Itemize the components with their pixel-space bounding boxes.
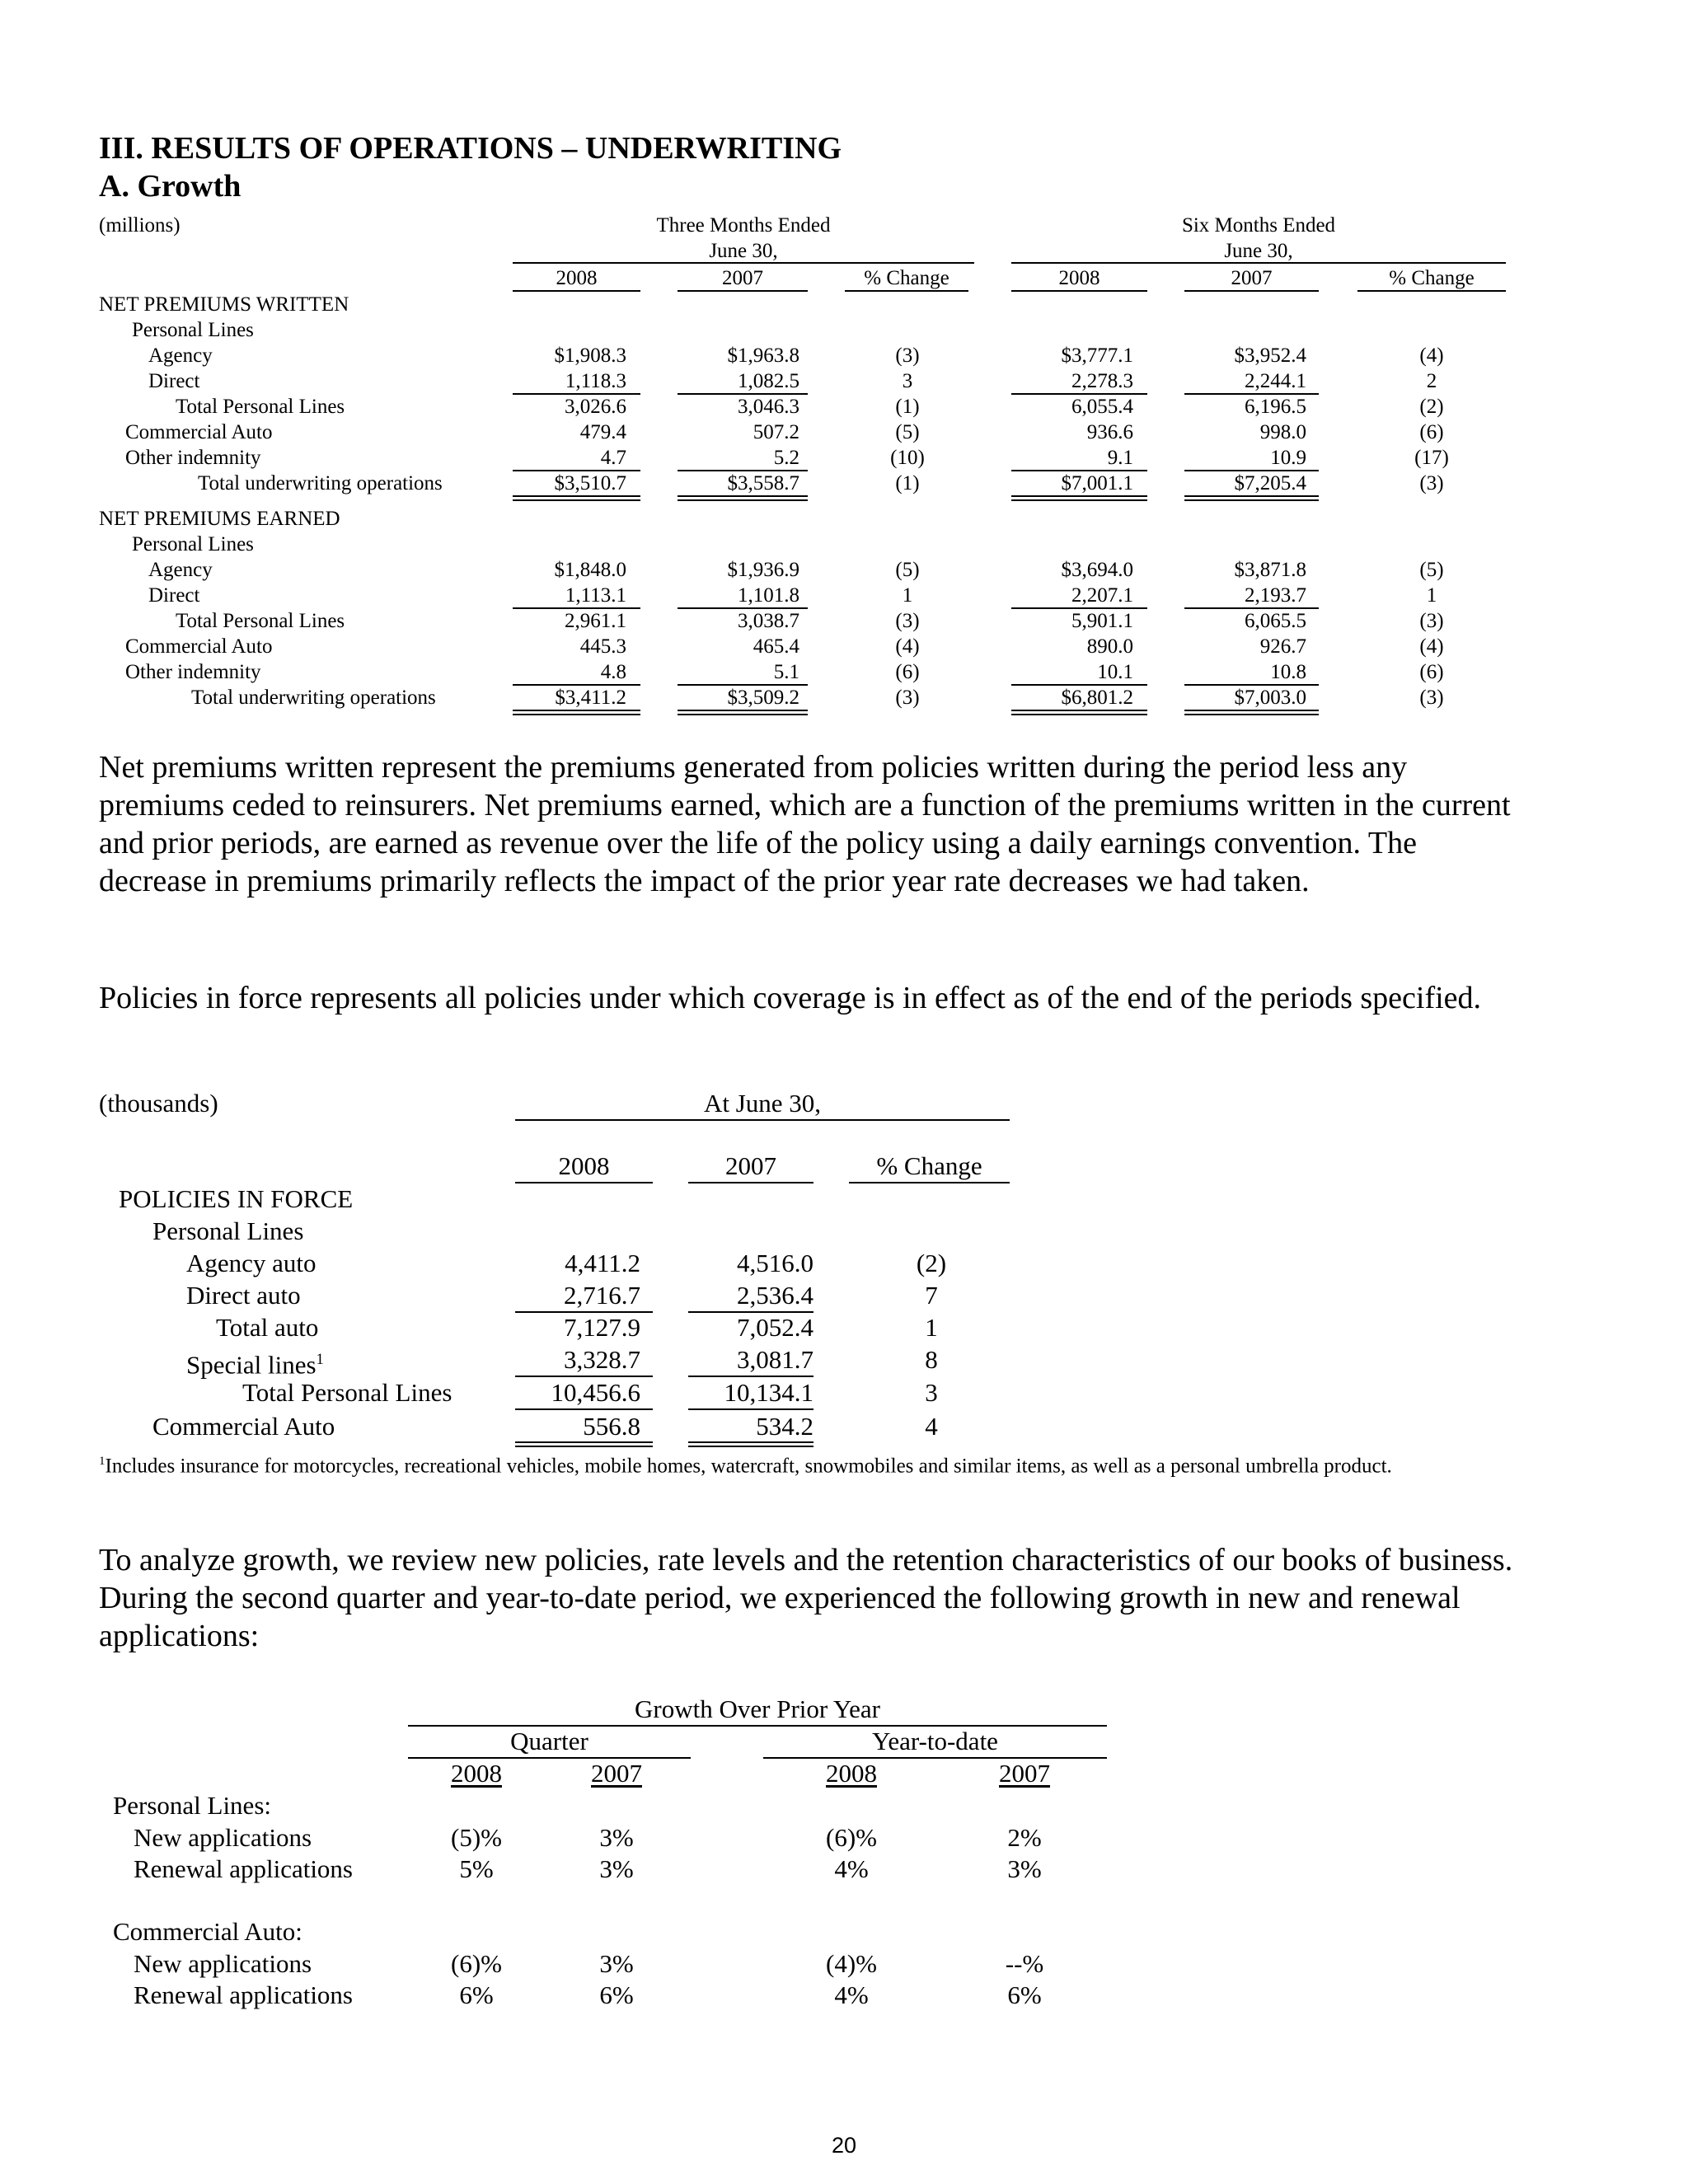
growth-value: (6)% bbox=[826, 1823, 877, 1852]
page-number: 20 bbox=[831, 2133, 857, 2158]
premiums-value: 2,244.1 bbox=[1245, 370, 1306, 392]
premiums-value: 1,113.1 bbox=[565, 584, 626, 607]
premiums-section-header: NET PREMIUMS EARNED bbox=[99, 508, 340, 530]
premiums-value: $1,936.9 bbox=[727, 559, 799, 581]
premiums-pct-change: (3) bbox=[895, 344, 920, 367]
premiums-value: 2,207.1 bbox=[1071, 584, 1133, 607]
policies-units: (thousands) bbox=[99, 1089, 218, 1118]
footnote-text: Includes insurance for motorcycles, recreational vehicles, mobile homes, watercraft, snowmobiles and similar items, as well as a personal umbrella product. bbox=[105, 1455, 1392, 1478]
subsection-title: A. Growth bbox=[99, 169, 241, 204]
policies-value: 2,536.4 bbox=[737, 1281, 814, 1310]
premiums-value: $7,205.4 bbox=[1234, 472, 1306, 494]
premiums-value: 6,055.4 bbox=[1071, 396, 1133, 418]
premiums-value: 5,901.1 bbox=[1071, 610, 1133, 632]
premiums-col-header-rule bbox=[513, 290, 640, 292]
premiums-pct-change: (4) bbox=[895, 635, 920, 658]
policies-value: 10,456.6 bbox=[551, 1378, 640, 1407]
premiums-col-header-rule bbox=[678, 290, 808, 292]
premiums-value: $1,848.0 bbox=[554, 559, 626, 581]
premiums-col-header: 2007 bbox=[722, 267, 763, 289]
growth-value: 3% bbox=[599, 1949, 634, 1978]
policies-value: 4,411.2 bbox=[565, 1249, 640, 1277]
premiums-row-label: Other indemnity bbox=[125, 661, 261, 683]
growth-value: (6)% bbox=[451, 1949, 502, 1978]
premiums-value: 3,046.3 bbox=[738, 396, 799, 418]
policies-col-header-rule bbox=[515, 1182, 653, 1183]
growth-value: (4)% bbox=[826, 1949, 877, 1978]
policies-subtotal-rule bbox=[515, 1408, 653, 1410]
premiums-col-header-rule bbox=[1357, 290, 1506, 292]
premiums-value: 1,101.8 bbox=[738, 584, 799, 607]
paragraph-policies-in-force: Policies in force represents all policies under which coverage is in effect as of the end of the periods specified. bbox=[99, 981, 1482, 1015]
premiums-value: 1,118.3 bbox=[565, 370, 626, 392]
premiums-pct-change: (5) bbox=[895, 559, 920, 581]
growth-section-header: Personal Lines: bbox=[113, 1791, 271, 1820]
premiums-units: (millions) bbox=[99, 214, 181, 237]
premiums-pct-change: 3 bbox=[902, 370, 913, 392]
growth-row-label: Renewal applications bbox=[134, 1980, 353, 2009]
premiums-value: 2,278.3 bbox=[1071, 370, 1133, 392]
policies-row-label: Agency auto bbox=[186, 1249, 316, 1277]
premiums-row-label: Commercial Auto bbox=[125, 421, 273, 443]
growth-value: 4% bbox=[834, 1980, 869, 2009]
premiums-value: 998.0 bbox=[1259, 421, 1306, 443]
three-months-date: June 30, bbox=[709, 240, 778, 262]
premiums-value: 890.0 bbox=[1086, 635, 1133, 658]
premiums-total-rule bbox=[1011, 495, 1147, 501]
growth-value: 6% bbox=[599, 1980, 634, 2009]
growth-row-label: New applications bbox=[134, 1823, 312, 1852]
paragraph-growth-analysis: To analyze growth, we review new policies, rate levels and the retention characteristics of our books of business. During the second quarter and year-to-date period, we experienced the following growth in new and renewal applications: bbox=[99, 1543, 1513, 1653]
premiums-row-label: Other indemnity bbox=[125, 447, 261, 469]
premiums-pct-change: (3) bbox=[1419, 610, 1444, 632]
growth-value: 3% bbox=[599, 1823, 634, 1852]
premiums-pct-change: (4) bbox=[1419, 344, 1444, 367]
premiums-pct-change: 2 bbox=[1426, 370, 1437, 392]
premiums-value: 6,196.5 bbox=[1245, 396, 1306, 418]
policies-col-header: % Change bbox=[876, 1151, 982, 1180]
premiums-col-header: 2008 bbox=[556, 267, 598, 289]
premiums-row-label: Direct bbox=[148, 584, 200, 607]
three-months-rule bbox=[513, 262, 974, 264]
policies-row-label: Direct auto bbox=[186, 1281, 301, 1310]
ytd-label: Year-to-date bbox=[872, 1727, 998, 1755]
quarter-label: Quarter bbox=[510, 1727, 588, 1755]
premiums-value: 5.1 bbox=[773, 661, 799, 683]
six-months-date: June 30, bbox=[1224, 240, 1293, 262]
premiums-total-rule bbox=[513, 710, 640, 715]
premiums-value: $3,411.2 bbox=[555, 687, 626, 709]
premiums-value: 10.8 bbox=[1270, 661, 1306, 683]
premiums-col-header: % Change bbox=[864, 267, 950, 289]
policies-value: 2,716.7 bbox=[564, 1281, 640, 1310]
premiums-value: $3,509.2 bbox=[727, 687, 799, 709]
premiums-total-rule bbox=[678, 710, 808, 715]
premiums-row-label: Personal Lines bbox=[132, 533, 254, 555]
premiums-row-label: Total underwriting operations bbox=[191, 687, 436, 709]
premiums-value: $3,510.7 bbox=[554, 472, 626, 494]
premiums-value: $3,952.4 bbox=[1234, 344, 1306, 367]
premiums-col-header: 2007 bbox=[1231, 267, 1273, 289]
premiums-pct-change: (6) bbox=[1419, 661, 1444, 683]
premiums-value: $6,801.2 bbox=[1061, 687, 1133, 709]
premiums-total-rule bbox=[1184, 710, 1319, 715]
policies-at-label: At June 30, bbox=[703, 1089, 822, 1118]
premiums-value: 479.4 bbox=[579, 421, 626, 443]
policies-row-label: Commercial Auto bbox=[152, 1412, 335, 1441]
premiums-row-label: Commercial Auto bbox=[125, 635, 273, 658]
growth-value: 4% bbox=[834, 1854, 869, 1883]
policies-row-label: Personal Lines bbox=[152, 1216, 304, 1245]
premiums-pct-change: (2) bbox=[1419, 396, 1444, 418]
policies-value: 4,516.0 bbox=[737, 1249, 814, 1277]
premiums-total-rule bbox=[513, 495, 640, 501]
policies-row-label: Total Personal Lines bbox=[242, 1378, 452, 1407]
growth-value: (5)% bbox=[451, 1823, 502, 1852]
growth-value: 3% bbox=[1007, 1854, 1042, 1883]
growth-col-header: 2008 bbox=[826, 1759, 877, 1788]
premiums-total-rule bbox=[1184, 495, 1319, 501]
premiums-pct-change: (17) bbox=[1414, 447, 1449, 469]
growth-col-header: 2007 bbox=[999, 1759, 1050, 1788]
premiums-value: $7,003.0 bbox=[1234, 687, 1306, 709]
policies-pct-change: 4 bbox=[925, 1412, 938, 1441]
premiums-col-header-rule bbox=[1011, 290, 1147, 292]
premiums-pct-change: (5) bbox=[895, 421, 920, 443]
policies-value: 7,127.9 bbox=[564, 1313, 640, 1342]
policies-pct-change: 1 bbox=[925, 1313, 938, 1342]
policies-value: 534.2 bbox=[756, 1412, 814, 1441]
premiums-row-label: Total Personal Lines bbox=[176, 396, 345, 418]
premiums-pct-change: (3) bbox=[895, 610, 920, 632]
premiums-value: $3,558.7 bbox=[727, 472, 799, 494]
premiums-value: 6,065.5 bbox=[1245, 610, 1306, 632]
premiums-value: 3,038.7 bbox=[738, 610, 799, 632]
policies-col-header-rule bbox=[688, 1182, 814, 1183]
premiums-col-header: % Change bbox=[1389, 267, 1475, 289]
premiums-row-label: Total Personal Lines bbox=[176, 610, 345, 632]
premiums-total-rule bbox=[678, 495, 808, 501]
premiums-value: $3,694.0 bbox=[1061, 559, 1133, 581]
premiums-value: $1,963.8 bbox=[727, 344, 799, 367]
premiums-pct-change: (1) bbox=[895, 472, 920, 494]
policies-at-rule bbox=[515, 1119, 1010, 1121]
growth-row-label: Renewal applications bbox=[134, 1854, 353, 1883]
special-lines-footnote-marker: 1 bbox=[316, 1351, 324, 1368]
policies-value: 3,328.7 bbox=[564, 1345, 640, 1374]
premiums-value: 5.2 bbox=[773, 447, 799, 469]
premiums-row-label: Direct bbox=[148, 370, 200, 392]
premiums-value: 4.7 bbox=[600, 447, 626, 469]
growth-col-header: 2008 bbox=[451, 1759, 502, 1788]
premiums-section-header: NET PREMIUMS WRITTEN bbox=[99, 293, 349, 316]
policies-pct-change: 7 bbox=[925, 1281, 938, 1310]
premiums-value: 2,961.1 bbox=[565, 610, 626, 632]
growth-title: Growth Over Prior Year bbox=[635, 1694, 880, 1723]
premiums-pct-change: (6) bbox=[1419, 421, 1444, 443]
growth-col-header: 2007 bbox=[591, 1759, 642, 1788]
premiums-pct-change: (10) bbox=[890, 447, 925, 469]
policies-row-label: Special lines$^1$ bbox=[186, 1350, 324, 1380]
premiums-value: $3,777.1 bbox=[1061, 344, 1133, 367]
premiums-value: 2,193.7 bbox=[1245, 584, 1306, 607]
premiums-row-label: Personal Lines bbox=[132, 319, 254, 341]
premiums-pct-change: (6) bbox=[895, 661, 920, 683]
growth-row-label: New applications bbox=[134, 1949, 312, 1978]
premiums-pct-change: 1 bbox=[1426, 584, 1437, 607]
premiums-value: 3,026.6 bbox=[565, 396, 626, 418]
policies-col-header-rule bbox=[849, 1182, 1010, 1183]
premiums-value: 1,082.5 bbox=[738, 370, 799, 392]
premiums-col-header: 2008 bbox=[1058, 267, 1100, 289]
six-months-rule bbox=[1011, 262, 1506, 264]
premiums-value: 507.2 bbox=[753, 421, 799, 443]
policies-total-rule bbox=[688, 1441, 814, 1447]
policies-total-rule bbox=[515, 1441, 653, 1447]
policies-value: 3,081.7 bbox=[737, 1345, 814, 1374]
policies-pct-change: 8 bbox=[925, 1345, 938, 1374]
six-months-label: Six Months Ended bbox=[1181, 214, 1336, 237]
premiums-pct-change: (5) bbox=[1419, 559, 1444, 581]
premiums-pct-change: (3) bbox=[1419, 472, 1444, 494]
policies-footnote bbox=[99, 1449, 1517, 1479]
policies-pct-change: 3 bbox=[925, 1378, 938, 1407]
premiums-value: $3,871.8 bbox=[1234, 559, 1306, 581]
premiums-value: 10.1 bbox=[1097, 661, 1133, 683]
policies-section-header: POLICIES IN FORCE bbox=[119, 1184, 354, 1213]
premiums-pct-change: (4) bbox=[1419, 635, 1444, 658]
policies-subtotal-rule bbox=[688, 1408, 814, 1410]
growth-value: 5% bbox=[459, 1854, 494, 1883]
growth-value: --% bbox=[1005, 1949, 1044, 1978]
premiums-value: $1,908.3 bbox=[554, 344, 626, 367]
policies-col-header: 2008 bbox=[558, 1151, 610, 1180]
growth-value: 6% bbox=[459, 1980, 494, 2009]
policies-pct-change: (2) bbox=[916, 1249, 947, 1277]
policies-value: 10,134.1 bbox=[724, 1378, 814, 1407]
policies-row-label: Total auto bbox=[216, 1313, 319, 1342]
premiums-row-label: Agency bbox=[148, 559, 213, 581]
premiums-total-rule bbox=[1011, 710, 1147, 715]
premiums-col-header-rule bbox=[845, 290, 968, 292]
paragraph-premiums-explanation: Net premiums written represent the premiums generated from policies written during the period less any premiums ceded to reinsurers. Net premiums earned, which are a function of the premiums written in the current and prior periods, are earned as revenue over the life of the policy using a daily earnings convention. The decrease in premiums primarily reflects the impact of the prior year rate decreases we had taken. bbox=[99, 750, 1511, 898]
policies-value: 7,052.4 bbox=[737, 1313, 814, 1342]
policies-col-header: 2007 bbox=[725, 1151, 776, 1180]
premiums-value: 10.9 bbox=[1270, 447, 1306, 469]
premiums-value: 465.4 bbox=[753, 635, 799, 658]
premiums-value: 9.1 bbox=[1107, 447, 1133, 469]
premiums-value: 926.7 bbox=[1259, 635, 1306, 658]
premiums-pct-change: (3) bbox=[895, 687, 920, 709]
premiums-row-label: Total underwriting operations bbox=[198, 472, 443, 494]
premiums-value: 445.3 bbox=[579, 635, 626, 658]
growth-value: 3% bbox=[599, 1854, 634, 1883]
policies-value: 556.8 bbox=[583, 1412, 640, 1441]
growth-value: 2% bbox=[1007, 1823, 1042, 1852]
premiums-value: 936.6 bbox=[1086, 421, 1133, 443]
premiums-value: 4.8 bbox=[600, 661, 626, 683]
premiums-pct-change: 1 bbox=[902, 584, 913, 607]
three-months-label: Three Months Ended bbox=[656, 214, 831, 237]
premiums-value: $7,001.1 bbox=[1061, 472, 1133, 494]
premiums-pct-change: (1) bbox=[895, 396, 920, 418]
premiums-col-header-rule bbox=[1184, 290, 1319, 292]
footnote-marker: 1 bbox=[99, 1455, 106, 1468]
section-title: III. RESULTS OF OPERATIONS – UNDERWRITING bbox=[99, 131, 842, 166]
premiums-pct-change: (3) bbox=[1419, 687, 1444, 709]
premiums-row-label: Agency bbox=[148, 344, 213, 367]
growth-value: 6% bbox=[1007, 1980, 1042, 2009]
growth-section-header: Commercial Auto: bbox=[113, 1917, 302, 1946]
